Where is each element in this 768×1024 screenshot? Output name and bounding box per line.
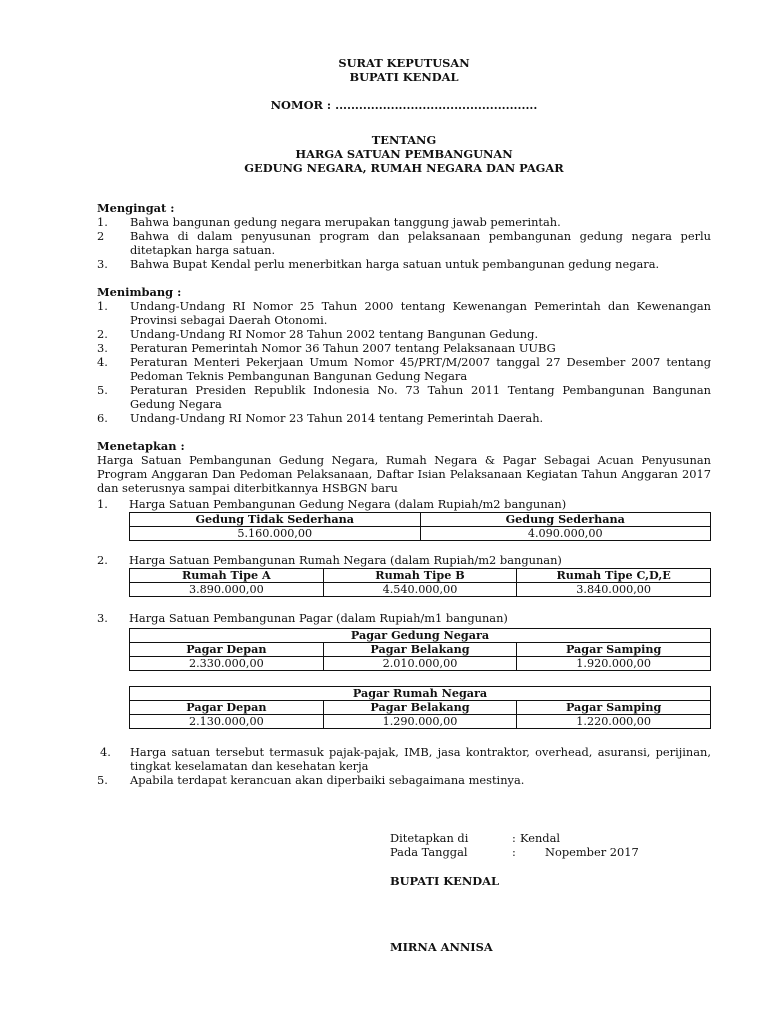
- tanggal-label: Pada Tanggal: [390, 845, 468, 859]
- list-number: 4.: [97, 355, 108, 369]
- list-item: [97, 299, 711, 327]
- table-cell: 4.090.000,00: [420, 527, 711, 541]
- table-gedung-negara: [129, 512, 711, 541]
- menetapkan-item-3: [97, 611, 711, 625]
- list-number: 5.: [97, 383, 108, 397]
- list-text: Peraturan Menteri Pekerjaan Umum Nomor 45/PRT/M/2007 tanggal 27 Desember 2007 tentang Pedoman Teknis Pembangunan Bangunan Gedung Negara: [130, 355, 711, 383]
- header-nomor: NOMOR : ...................................................: [270, 98, 538, 112]
- signature-block: [390, 831, 639, 954]
- list-text: Peraturan Presiden Republik Indonesia No. 73 Tahun 2011 Tentang Pembangunan Bangunan Gedung Negara: [130, 383, 711, 411]
- table-cell: 2.330.000,00: [130, 657, 324, 671]
- signature-ditetapkan: [390, 831, 639, 845]
- table-header-cell: Pagar Samping: [517, 643, 711, 657]
- table-header-cell: Gedung Tidak Sederhana: [130, 513, 421, 527]
- table-row: [130, 715, 711, 729]
- list-item: [97, 411, 711, 425]
- list-number: 2.: [97, 327, 108, 341]
- header-tentang: TENTANG: [371, 133, 437, 147]
- header-subject-2: GEDUNG NEGARA, RUMAH NEGARA DAN PAGAR: [244, 161, 564, 175]
- table-header-cell: Rumah Tipe A: [130, 569, 324, 583]
- table-cell: 2.010.000,00: [323, 657, 517, 671]
- list-text: Undang-Undang RI Nomor 25 Tahun 2000 tentang Kewenangan Pemerintah dan Kewenangan Provinsi sebagai Daerah Otonomi.: [130, 299, 711, 327]
- table-rumah-negara: [129, 568, 711, 597]
- list-number: 2: [97, 229, 105, 243]
- header-title: SURAT KEPUTUSAN: [338, 56, 470, 70]
- table-cell: 1.920.000,00: [517, 657, 711, 671]
- table-header-row: [130, 513, 711, 527]
- table-row: [130, 583, 711, 597]
- table-row: [130, 527, 711, 541]
- list-item: [97, 327, 711, 341]
- table-title-row: [130, 629, 711, 643]
- table-pagar-gedung-negara: [129, 628, 711, 671]
- list-item: [97, 229, 711, 257]
- list-text: Bahwa bangunan gedung negara merupakan tanggung jawab pemerintah.: [130, 215, 561, 229]
- list-number: 1.: [97, 299, 108, 313]
- table-header-row: [130, 569, 711, 583]
- section-mengingat: [97, 201, 711, 271]
- table-header-cell: Pagar Depan: [130, 643, 324, 657]
- ditetapkan-value: Kendal: [520, 831, 561, 845]
- table-pagar-rumah-negara: [129, 686, 711, 729]
- table-header-cell: Pagar Depan: [130, 701, 324, 715]
- table-cell: 2.130.000,00: [130, 715, 324, 729]
- header-office: BUPATI KENDAL: [349, 70, 459, 84]
- table-header-row: [130, 701, 711, 715]
- mengingat-heading: Mengingat :: [97, 201, 175, 215]
- table-cell: 3.840.000,00: [517, 583, 711, 597]
- list-item: [97, 257, 711, 271]
- ditetapkan-label: Ditetapkan di: [390, 831, 469, 845]
- list-number: 1.: [97, 497, 108, 511]
- list-number: 1.: [97, 215, 108, 229]
- document-page: [97, 56, 711, 787]
- table-header-cell: Pagar Belakang: [323, 643, 517, 657]
- signature-office: BUPATI KENDAL: [390, 874, 499, 888]
- table-header-cell: Rumah Tipe B: [323, 569, 517, 583]
- list-item: [97, 745, 711, 773]
- table-cell: 4.540.000,00: [323, 583, 517, 597]
- table-cell: 3.890.000,00: [130, 583, 324, 597]
- table-cell: 5.160.000,00: [130, 527, 421, 541]
- table-row: [130, 657, 711, 671]
- menetapkan-intro: Harga Satuan Pembangunan Gedung Negara, Rumah Negara & Pagar Sebagai Acuan Penyusunan Program Anggaran Dan Pedoman Pelaksanaan, Daftar Isian Pelaksanaan Kegiatan Tahun Anggaran 2017 dan seterusnya sampai diterbitkannya HSBGN baru: [97, 453, 711, 495]
- list-number: 6.: [97, 411, 108, 425]
- list-text: Harga Satuan Pembangunan Pagar (dalam Rupiah/m1 bangunan): [129, 611, 508, 625]
- table-header-cell: Gedung Sederhana: [420, 513, 711, 527]
- table-cell: 1.290.000,00: [323, 715, 517, 729]
- list-item: [97, 341, 711, 355]
- list-text: Bahwa Bupat Kendal perlu menerbitkan harga satuan untuk pembangunan gedung negara.: [130, 257, 660, 271]
- menetapkan-heading: Menetapkan :: [97, 439, 185, 453]
- list-text: Harga satuan tersebut termasuk pajak-pajak, IMB, jasa kontraktor, overhead, asuransi, perijinan, tingkat keselamatan dan kesehatan kerja: [130, 745, 711, 773]
- list-text: Peraturan Pemerintah Nomor 36 Tahun 2007 tentang Pelaksanaan UUBG: [130, 341, 556, 355]
- table-header-cell: Rumah Tipe C,D,E: [517, 569, 711, 583]
- menetapkan-item-2: [97, 553, 711, 567]
- tanggal-value: Nopember 2017: [545, 845, 639, 859]
- list-number: 3.: [97, 341, 108, 355]
- document-header: [97, 56, 711, 175]
- table-title-row: [130, 687, 711, 701]
- list-item: [97, 383, 711, 411]
- header-subject-1: HARGA SATUAN PEMBANGUNAN: [295, 147, 513, 161]
- list-text: Apabila terdapat kerancuan akan diperbaiki sebagaimana mestinya.: [130, 773, 525, 787]
- table-header-cell: Pagar Samping: [517, 701, 711, 715]
- menimbang-list: [97, 299, 711, 425]
- list-text: Undang-Undang RI Nomor 28 Tahun 2002 tentang Bangunan Gedung.: [130, 327, 539, 341]
- tanggal-colon: :: [512, 845, 516, 859]
- table-header-cell: Pagar Belakang: [323, 701, 517, 715]
- table-header-row: [130, 643, 711, 657]
- list-number: 2.: [97, 553, 108, 567]
- list-item: [97, 215, 711, 229]
- list-text: Bahwa di dalam penyusunan program dan pelaksanaan pembangunan gedung negara perlu ditetapkan harga satuan.: [130, 229, 711, 257]
- menimbang-heading: Menimbang :: [97, 285, 182, 299]
- menetapkan-item-1: [97, 497, 711, 511]
- signature-tanggal: [390, 845, 639, 859]
- section-menetapkan: [97, 439, 711, 787]
- ditetapkan-colon: :: [512, 831, 516, 845]
- list-number: 4.: [100, 745, 111, 759]
- menetapkan-final-list: [97, 745, 711, 787]
- list-number: 3.: [97, 611, 108, 625]
- list-text: Harga Satuan Pembangunan Rumah Negara (dalam Rupiah/m2 bangunan): [129, 553, 562, 567]
- list-text: Harga Satuan Pembangunan Gedung Negara (dalam Rupiah/m2 bangunan): [129, 497, 567, 511]
- list-text: Undang-Undang RI Nomor 23 Tahun 2014 tentang Pemerintah Daerah.: [130, 411, 544, 425]
- list-item: [97, 773, 711, 787]
- mengingat-list: [97, 215, 711, 271]
- list-number: 5.: [97, 773, 108, 787]
- table-cell: 1.220.000,00: [517, 715, 711, 729]
- table-title-cell: Pagar Rumah Negara: [130, 687, 711, 701]
- list-number: 3.: [97, 257, 108, 271]
- table-title-cell: Pagar Gedung Negara: [130, 629, 711, 643]
- signature-name: MIRNA ANNISA: [390, 940, 493, 954]
- section-menimbang: [97, 285, 711, 425]
- list-item: [97, 355, 711, 383]
